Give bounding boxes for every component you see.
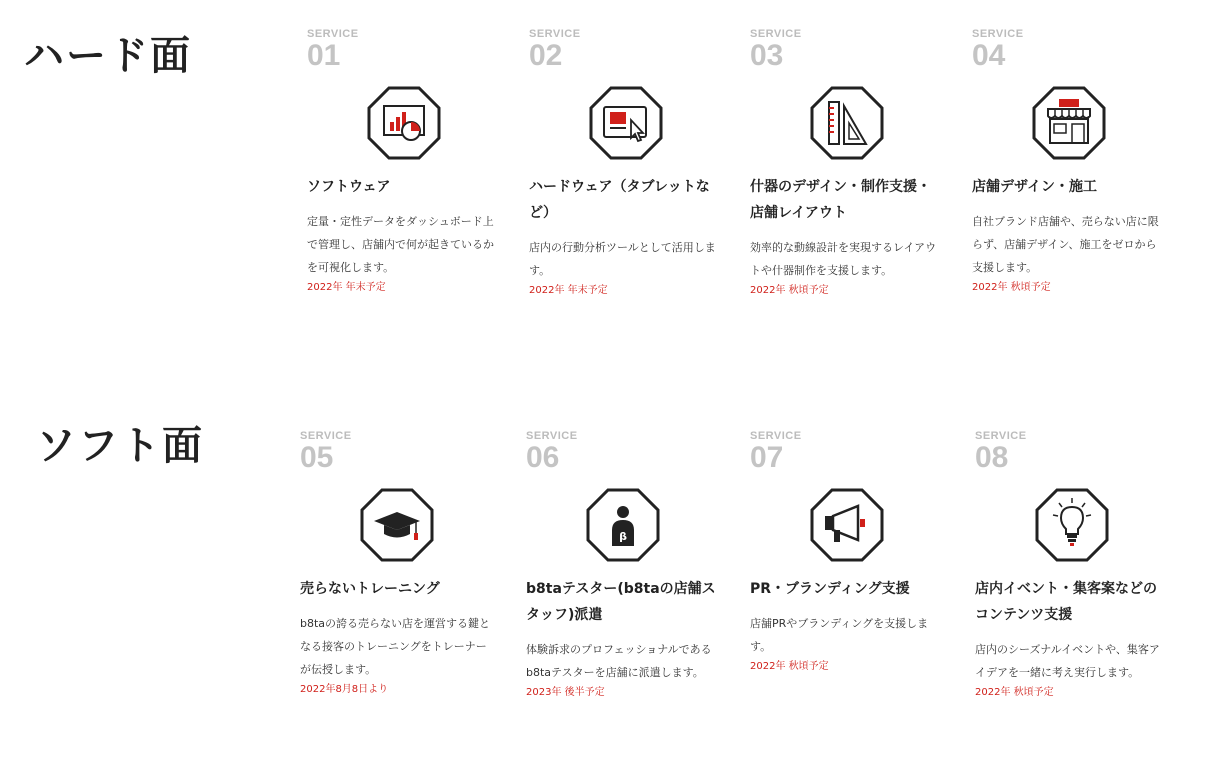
service-description: b8taの誇る売らない店を運営する鍵となる接客のトレーニングをトレーナーが伝授します。 [300, 617, 491, 676]
service-card-07[interactable] [750, 430, 942, 674]
service-number: 08 [975, 441, 1009, 474]
service-card-03[interactable] [750, 28, 942, 298]
service-date: 2022年 秋頃予定 [975, 687, 1054, 698]
section-title-hard: ハード面 [24, 33, 192, 79]
service-description: 店内の行動分析ツールとして活用します。 [529, 241, 716, 277]
service-title: 売らないトレーニング [300, 581, 440, 597]
service-description: 定量・定性データをダッシュボード上で管理し、店舗内で何が起きているかを可視化します。 [307, 215, 494, 274]
staff-badge-icon [586, 488, 660, 562]
lightbulb-icon [1035, 488, 1109, 562]
graduation-cap-icon [360, 488, 434, 562]
service-date: 2022年 秋頃予定 [972, 282, 1051, 293]
section-title-soft: ソフト面 [36, 423, 204, 469]
service-label: SERVICE [750, 430, 802, 442]
service-label: SERVICE [307, 28, 359, 40]
service-card-06[interactable] [526, 430, 718, 700]
service-date: 2022年 年末予定 [529, 285, 608, 296]
service-date: 2022年 秋頃予定 [750, 661, 829, 672]
service-number: 02 [529, 39, 563, 72]
service-number: 03 [750, 39, 784, 72]
service-date: 2023年 後半予定 [526, 687, 605, 698]
tablet-touch-icon [589, 86, 663, 160]
service-number: 05 [300, 441, 334, 474]
service-date: 2022年8月8日より [300, 684, 389, 695]
service-card-05[interactable] [300, 430, 492, 697]
service-card-08[interactable] [975, 430, 1167, 700]
shop-icon [1032, 86, 1106, 160]
ruler-triangle-icon [810, 86, 884, 160]
service-title: 什器のデザイン・制作支援・店舗レイアウト [750, 179, 932, 221]
chart-monitor-icon [367, 86, 441, 160]
service-title: PR・ブランディング支援 [750, 581, 910, 597]
service-description: 効率的な動線設計を実現するレイアウトや什器制作を支援します。 [750, 241, 937, 277]
megaphone-icon [810, 488, 884, 562]
service-title: ソフトウェア [307, 179, 391, 195]
service-label: SERVICE [975, 430, 1027, 442]
service-number: 04 [972, 39, 1006, 72]
service-card-04[interactable] [972, 28, 1164, 295]
service-label: SERVICE [529, 28, 581, 40]
service-date: 2022年 年末予定 [307, 282, 386, 293]
service-label: SERVICE [526, 430, 578, 442]
service-card-01[interactable] [307, 28, 499, 295]
service-title: 店内イベント・集客案などのコンテンツ支援 [975, 581, 1157, 623]
service-description: 自社ブランド店舗や、売らない店に限らず、店舗デザイン、施工をゼロから支援します。 [972, 215, 1159, 274]
service-description: 店舗PRやブランディングを支援します。 [750, 617, 929, 653]
service-title: 店舗デザイン・施工 [972, 179, 1098, 195]
service-title: b8taテスター(b8taの店舗スタッフ)派遣 [526, 581, 716, 623]
service-description: 体験訴求のプロフェッショナルであるb8taテスターを店舗に派遣します。 [526, 643, 712, 679]
service-label: SERVICE [972, 28, 1024, 40]
service-number: 07 [750, 441, 784, 474]
svg-text:β: β [619, 530, 627, 543]
service-card-02[interactable] [529, 28, 721, 298]
service-date: 2022年 秋頃予定 [750, 285, 829, 296]
service-description: 店内のシーズナルイベントや、集客アイデアを一緒に考え実行します。 [975, 643, 1160, 679]
service-title: ハードウェア（タブレットなど） [529, 179, 710, 221]
service-number: 06 [526, 441, 560, 474]
service-label: SERVICE [750, 28, 802, 40]
service-number: 01 [307, 39, 341, 72]
service-label: SERVICE [300, 430, 352, 442]
